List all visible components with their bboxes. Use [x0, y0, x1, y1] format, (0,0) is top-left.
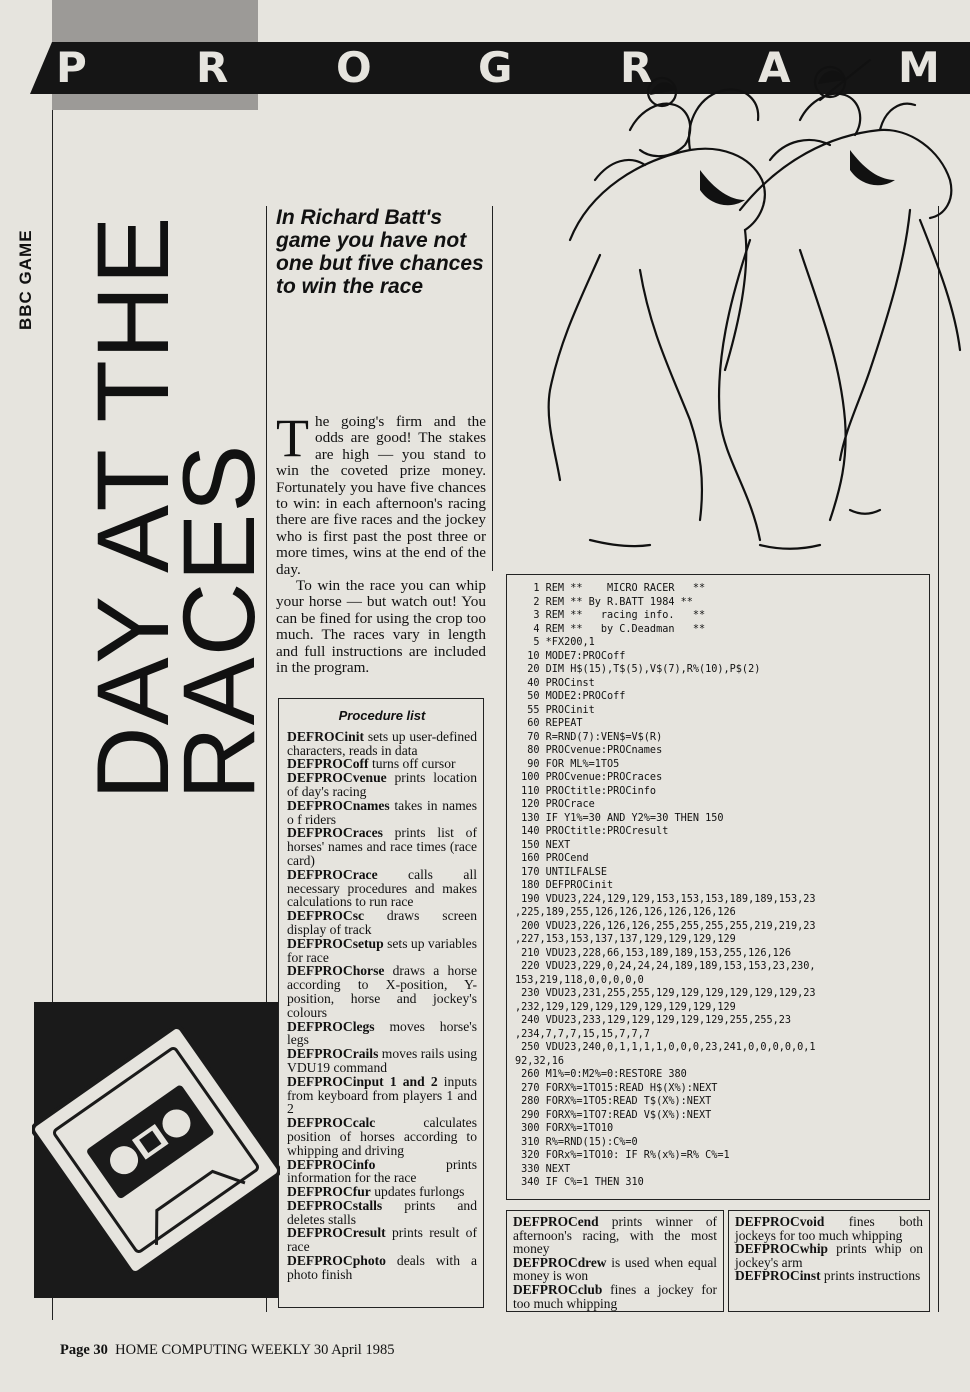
- code-line: 180 DEFPROCinit: [515, 880, 614, 891]
- procedure-item: [287, 1158, 477, 1186]
- page-footer: [60, 1342, 394, 1359]
- code-line: 90 FOR ML%=1TO5: [515, 758, 620, 770]
- procedure-item: [287, 1254, 477, 1282]
- code-line: 200 VDU23,226,126,126,255,255,255,255,219,219,23: [515, 920, 816, 932]
- procedure-name: DEFPROClegs: [287, 1018, 375, 1034]
- code-line: 300 FORX%=1TO10: [515, 1123, 614, 1134]
- code-line: 4 REM ** by C.Deadman **: [515, 623, 706, 635]
- code-line: 120 PROCrace: [515, 799, 595, 810]
- procedure-description: prints winner of afternoon's racing, with the most money: [513, 1214, 717, 1257]
- code-line: 2 REM ** By R.BATT 1984 **: [515, 596, 693, 608]
- procedure-item: [287, 757, 477, 771]
- procedure-item: [513, 1215, 717, 1256]
- procedure-name: DEFPROCinput 1 and 2: [287, 1073, 438, 1089]
- drop-cap: T: [276, 408, 309, 468]
- procedure-description: sets up user-defined characters, reads in data: [287, 728, 477, 758]
- code-line: 170 UNTILFALSE: [515, 866, 608, 878]
- procedure-description: prints information for the race: [287, 1156, 477, 1186]
- procedure-list-continued-right: [728, 1210, 930, 1312]
- banner-letter: G: [478, 43, 513, 92]
- procedure-description: prints result of race: [287, 1225, 477, 1255]
- procedure-name: DEFPROCfur: [287, 1184, 371, 1200]
- title-line-2: RACES: [162, 443, 276, 800]
- procedure-description: moves rails using VDU19 command: [287, 1046, 477, 1075]
- code-line: 210 VDU23,228,66,153,189,189,153,255,126,126: [515, 947, 792, 959]
- procedure-list-title: Procedure list: [338, 708, 426, 723]
- procedure-name: DEFPROCwhip: [735, 1241, 829, 1257]
- procedure-description: prints and deletes stalls: [287, 1197, 477, 1227]
- procedure-list-items: [287, 730, 477, 1282]
- code-line: 220 VDU23,229,0,24,24,24,189,189,153,153,23,230,: [515, 961, 816, 972]
- banner-letter: R: [196, 43, 229, 92]
- procedure-item: [287, 1075, 477, 1116]
- horse-racing-illustration: [500, 40, 970, 570]
- cassette-tape-icon: [32, 1000, 280, 1300]
- standfirst: In Richard Batt's game you have not one but five chances to win the race: [276, 206, 484, 298]
- code-line: 92,32,16: [515, 1055, 565, 1067]
- procedure-item: [287, 868, 477, 909]
- procedure-item: [287, 826, 477, 867]
- page-number: Page 30: [60, 1342, 108, 1358]
- code-line: 330 NEXT: [515, 1163, 571, 1175]
- procedure-name: DEFPROCoff: [287, 756, 369, 772]
- banner-letter: R: [620, 43, 653, 92]
- code-line: 80 PROCvenue:PROCnames: [515, 745, 663, 756]
- code-line: 60 REPEAT: [515, 718, 583, 729]
- procedure-name: DEFPROCresult: [287, 1225, 386, 1241]
- procedure-name: DEFPROCvoid: [735, 1214, 825, 1229]
- procedure-name: DEFPROCrails: [287, 1046, 379, 1062]
- code-line: 190 VDU23,224,129,129,153,153,153,189,189,153,23: [515, 893, 816, 905]
- code-listing: [506, 574, 930, 1200]
- procedure-item: [287, 799, 477, 827]
- procedure-description: prints instructions: [820, 1268, 921, 1284]
- procedure-name: DEFPROCnames: [287, 797, 390, 813]
- procedure-item: [287, 1047, 477, 1075]
- procedure-item: [287, 1185, 477, 1199]
- procedure-item: [735, 1269, 923, 1283]
- procedure-name: DEFPROCcalc: [287, 1115, 376, 1131]
- procedure-item: [287, 730, 477, 758]
- procedure-name: DEFPROCinst: [735, 1268, 821, 1284]
- code-line: 140 PROCtitle:PROCresult: [515, 826, 669, 837]
- article-title: [76, 200, 276, 800]
- procedure-name: DEFPROCphoto: [287, 1253, 386, 1269]
- code-line: 153,219,118,0,0,0,0,0: [515, 974, 644, 986]
- code-line: 230 VDU23,231,255,255,129,129,129,129,129,129,23: [515, 988, 816, 999]
- body-paragraph: The going's firm and the odds are good! The stakes are high — you stand to win the coveted prize money. Fortunately you have five chances to win: in each afternoon's racing there are five races and the jockey who is first past the post three or more times, wins at the end of the day.: [276, 408, 486, 578]
- procedure-name: DEFPROCraces: [287, 825, 383, 841]
- procedure-item: [287, 1199, 477, 1227]
- procedure-item: [287, 937, 477, 965]
- procedure-item: [513, 1283, 717, 1310]
- code-line: ,225,189,255,126,126,126,126,126,126: [515, 907, 736, 918]
- procedure-item: [735, 1242, 923, 1269]
- code-line: 20 DIM H$(15),T$(5),V$(7),R%(10),P$(2): [515, 664, 761, 675]
- section-label: BBC GAME: [16, 229, 35, 330]
- procedure-item: [287, 909, 477, 937]
- procedure-description: calls all necessary procedures and makes calculations to run race: [287, 866, 477, 910]
- procedure-description: deals with a photo finish: [287, 1253, 477, 1282]
- procedure-description: updates furlongs: [370, 1184, 465, 1200]
- procedure-name: DEFPROCinfo: [287, 1156, 376, 1172]
- procedure-item: [287, 1226, 477, 1254]
- procedure-item: [513, 1256, 717, 1283]
- code-line: 50 MODE2:PROCoff: [515, 691, 626, 702]
- code-line: 100 PROCvenue:PROCraces: [515, 772, 663, 783]
- code-line: 160 PROCend: [515, 853, 589, 864]
- column-rule: [492, 206, 493, 571]
- code-line: 130 IF Y1%=30 AND Y2%=30 THEN 150: [515, 812, 724, 824]
- procedure-list: [278, 698, 484, 1308]
- code-line: 260 M1%=0:M2%=0:RESTORE 380: [515, 1069, 687, 1080]
- procedure-description: draws a horse according to X-position, Y-position, horse and jockey's colours: [287, 963, 477, 1020]
- procedure-list-continued-left: [506, 1210, 724, 1312]
- procedure-description: moves horse's legs: [287, 1018, 477, 1048]
- article-body: [276, 408, 486, 677]
- banner-letter: P: [56, 43, 87, 92]
- code-line: 250 VDU23,240,0,1,1,1,1,0,0,0,23,241,0,0,0,0,0,1: [515, 1042, 816, 1053]
- banner-letter: O: [336, 43, 372, 92]
- procedure-name: DEFPROCstalls: [287, 1197, 383, 1213]
- procedure-description: takes in names o f riders: [287, 797, 477, 827]
- code-line: 3 REM ** racing info. **: [515, 610, 706, 621]
- procedure-description: fines a jockey for too much whipping: [513, 1281, 717, 1311]
- procedure-description: fines both jockeys for too much whipping: [735, 1214, 923, 1243]
- procedure-name: DEFPROCrace: [287, 866, 378, 882]
- code-line: 280 FORX%=1TO5:READ T$(X%):NEXT: [515, 1096, 712, 1107]
- code-line: 240 VDU23,233,129,129,129,129,129,255,255,23: [515, 1015, 792, 1026]
- procedure-item: [287, 964, 477, 1019]
- body-paragraph: To win the race you can whip your horse — but watch out! You can be fined for using the crop too much. The races vary in length and full instructions are included in the program.: [276, 577, 486, 677]
- procedure-description: turns off cursor: [368, 756, 456, 772]
- procedure-description: prints location of day's racing: [287, 770, 477, 799]
- procedure-item: [287, 771, 477, 799]
- code-line: 340 IF C%=1 THEN 310: [515, 1177, 644, 1188]
- code-line: 1 REM ** MICRO RACER **: [515, 583, 706, 594]
- procedure-name: DEFPROCsetup: [287, 935, 384, 951]
- code-line: 320 FORx%=1TO10: IF R%(x%)=R% C%=1: [515, 1150, 730, 1161]
- procedure-description: prints whip on jockey's arm: [735, 1241, 923, 1270]
- code-line: 310 R%=RND(15):C%=0: [515, 1136, 638, 1148]
- procedure-description: is used when equal money is won: [513, 1254, 717, 1284]
- procedure-name: DEFROCinit: [287, 728, 365, 744]
- publication-line: HOME COMPUTING WEEKLY 30 April 1985: [115, 1342, 395, 1358]
- banner-letter: M: [898, 43, 940, 92]
- procedure-item: [735, 1215, 923, 1242]
- procedure-description: sets up variables for race: [287, 935, 477, 965]
- code-line: ,227,153,153,137,137,129,129,129,129: [515, 934, 736, 945]
- procedure-name: DEFPROCdrew: [513, 1254, 607, 1270]
- banner-letter: A: [758, 43, 791, 92]
- procedure-name: DEFPROCclub: [513, 1281, 603, 1297]
- procedure-name: DEFPROCsc: [287, 908, 365, 924]
- code-line: ,232,129,129,129,129,129,129,129,129: [515, 1001, 736, 1013]
- code-line: 10 MODE7:PROCoff: [515, 650, 626, 662]
- procedure-description: draws screen display of track: [287, 908, 477, 937]
- code-line: 55 PROCinit: [515, 704, 595, 716]
- procedure-name: DEFPROChorse: [287, 963, 385, 979]
- code-line: 110 PROCtitle:PROCinfo: [515, 785, 657, 797]
- title-line-1: DAY AT THE: [76, 215, 190, 800]
- code-line: 290 FORX%=1TO7:READ V$(X%):NEXT: [515, 1109, 712, 1121]
- procedure-description: prints list of horses' names and race times (race card): [287, 825, 477, 868]
- procedure-item: [287, 1020, 477, 1048]
- procedure-name: DEFPROCvenue: [287, 770, 387, 786]
- procedure-description: inputs from keyboard from players 1 and 2: [287, 1073, 477, 1117]
- code-line: 270 FORX%=1TO15:READ H$(X%):NEXT: [515, 1082, 718, 1094]
- procedure-name: DEFPROCend: [513, 1214, 599, 1229]
- code-line: 5 *FX200,1: [515, 637, 595, 648]
- code-line: 150 NEXT: [515, 839, 571, 851]
- procedure-item: [287, 1116, 477, 1157]
- code-line: ,234,7,7,7,15,15,7,7,7: [515, 1028, 650, 1040]
- code-line: 70 R=RND(7):VEN$=V$(R): [515, 731, 663, 743]
- code-line: 40 PROCinst: [515, 677, 595, 689]
- procedure-description: calculates position of horses according to whipping and driving: [287, 1115, 477, 1158]
